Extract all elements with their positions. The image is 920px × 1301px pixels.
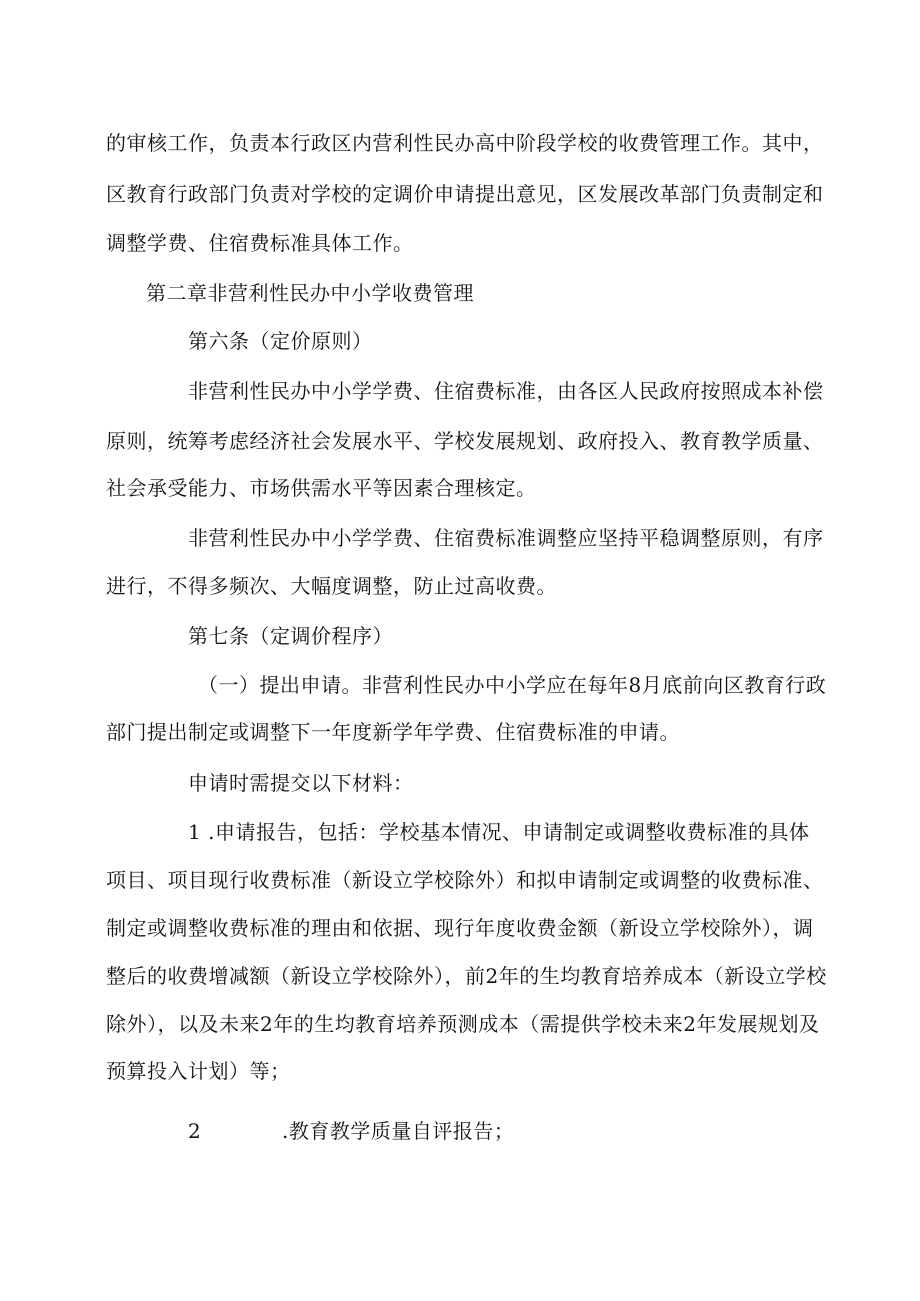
article-6-title: 第六条（定价原则） bbox=[188, 329, 373, 353]
material-1-line-4: 整后的收费增减额（新设立学校除外），前2年的生均教育培养成本（新设立学校 bbox=[106, 964, 827, 988]
material-1-line-6: 预算投入计划）等； bbox=[106, 1059, 291, 1083]
article-7-item1-line-2: 部门提出制定或调整下一年度新学年学费、住宿费标准的申请。 bbox=[106, 720, 680, 744]
materials-intro: 申请时需提交以下材料： bbox=[188, 771, 414, 795]
material-2-number: 2 bbox=[188, 1119, 201, 1143]
article-7-item1-line-1: （一）提出申请。非营利性民办中小学应在每年8月底前向区教育行政 bbox=[198, 673, 827, 697]
chapter-title: 第二章非营利性民办中小学收费管理 bbox=[146, 281, 474, 305]
article-6-para1-line-1: 非营利性民办中小学学费、住宿费标准，由各区人民政府按照成本补偿 bbox=[188, 379, 824, 403]
material-2-text: .教育教学质量自评报告； bbox=[282, 1119, 515, 1143]
material-1-line-2: 项目、项目现行收费标准（新设立学校除外）和拟申请制定或调整的收费标准、 bbox=[106, 868, 824, 892]
article-6-para1-line-2: 原则，统筹考虑经济社会发展水平、学校发展规划、政府投入、教育教学质量、 bbox=[106, 429, 824, 453]
material-1-line-5: 除外），以及未来2年的生均教育培养预测成本（需提供学校未来2年发展规划及 bbox=[106, 1012, 820, 1036]
article-6-para1-line-3: 社会承受能力、市场供需水平等因素合理核定。 bbox=[106, 476, 537, 500]
article-7-title: 第七条（定调价程序） bbox=[188, 624, 393, 648]
article-6-para2-line-2: 进行，不得多频次、大幅度调整，防止过高收费。 bbox=[106, 574, 557, 598]
intro-line-3: 调整学费、住宿费标准具体工作。 bbox=[106, 231, 414, 255]
article-6-para2-line-1: 非营利性民办中小学学费、住宿费标准调整应坚持平稳调整原则，有序 bbox=[188, 526, 824, 550]
intro-line-2: 区教育行政部门负责对学校的定调价申请提出意见，区发展改革部门负责制定和 bbox=[106, 182, 824, 206]
material-1-line-1: 1 .申请报告，包括：学校基本情况、申请制定或调整收费标准的具体 bbox=[188, 820, 810, 844]
intro-line-1: 的审核工作，负责本行政区内营利性民办高中阶段学校的收费管理工作。其中， bbox=[106, 131, 824, 155]
material-1-line-3: 制定或调整收费标准的理由和依据、现行年度收费金额（新设立学校除外），调 bbox=[106, 916, 814, 940]
